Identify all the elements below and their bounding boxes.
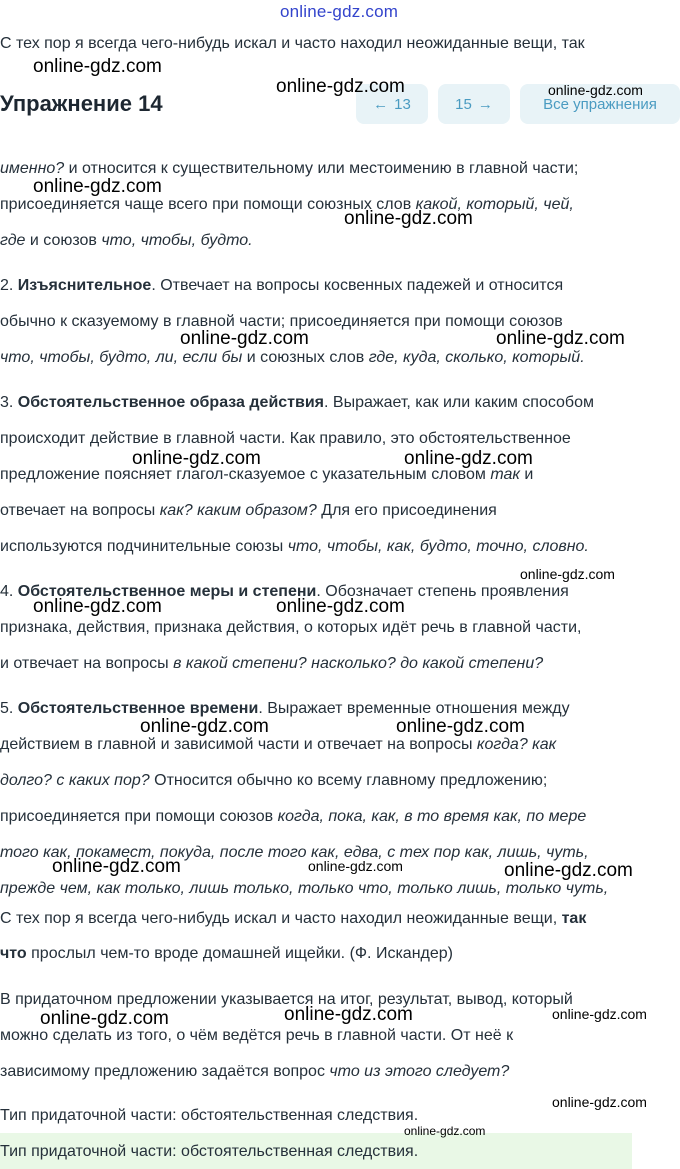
- paragraph-line: где и союзов что, чтобы, будто.: [0, 232, 253, 249]
- paragraph-line: долго? с каких пор? Относится обычно ко всему главному предложению;: [0, 772, 548, 789]
- watermark: online-gdz.com: [276, 76, 405, 97]
- watermark: online-gdz.com: [140, 716, 269, 737]
- paragraph-line: можно сделать из того, о чём ведётся речь в главной части. От неё к: [0, 1027, 514, 1044]
- watermark: online-gdz.com: [276, 596, 405, 617]
- watermark: online-gdz.com: [52, 856, 181, 877]
- paragraph-line: зависимому предложению задаётся вопрос что из этого следует?: [0, 1063, 510, 1080]
- watermark: online-gdz.com: [504, 860, 633, 881]
- watermark: online-gdz.com: [404, 1124, 486, 1138]
- paragraph-line: используются подчинительные союзы что, чтобы, как, будто, точно, словно.: [0, 538, 589, 555]
- watermark: online-gdz.com: [284, 1004, 413, 1025]
- watermark: online-gdz.com: [396, 716, 525, 737]
- subordinate-type-line: Тип придаточной части: обстоятельственная следствия.: [0, 1107, 419, 1124]
- paragraph-line: 2. Изъяснительное. Отвечает на вопросы косвенных падежей и относится: [0, 277, 564, 294]
- watermark: online-gdz.com: [496, 328, 625, 349]
- paragraph-line: В придаточном предложении указывается на итог, результат, вывод, который: [0, 991, 573, 1008]
- paragraph-line: 4. Обстоятельственное меры и степени. Обозначает степень проявления: [0, 583, 569, 600]
- cut-off-line: С тех пор я всегда чего-нибудь искал и часто находил неожиданные вещи, так: [0, 35, 585, 52]
- next-exercise-button[interactable]: [438, 84, 510, 124]
- paragraph-line: присоединяется при помощи союзов когда, пока, как, в то время как, по мере: [0, 808, 587, 825]
- watermark: online-gdz.com: [548, 82, 643, 98]
- watermark: online-gdz.com: [520, 566, 615, 582]
- paragraph-line: присоединяется чаще всего при помощи союзных слов какой, который, чей,: [0, 196, 574, 213]
- watermark: online-gdz.com: [552, 1006, 647, 1022]
- paragraph-line: обычно к сказуемому в главной части; присоединяется при помощи союзов: [0, 313, 563, 330]
- paragraph-line: прежде чем, как только, лишь только, только что, только лишь, только чуть,: [0, 880, 609, 897]
- watermark: online-gdz.com: [180, 328, 309, 349]
- prev-exercise-label: 13: [394, 95, 411, 113]
- watermark: online-gdz.com: [40, 1008, 169, 1029]
- paragraph-line: именно? и относится к существительному или местоимению в главной части;: [0, 160, 579, 177]
- watermark: online-gdz.com: [33, 596, 162, 617]
- arrow-left-icon: ←: [373, 95, 389, 113]
- paragraph-line: предложение поясняет глагол-сказуемое с указательным словом так и: [0, 466, 534, 483]
- arrow-right-icon: →: [477, 95, 493, 113]
- paragraph-line: 3. Обстоятельственное образа действия. Выражает, как или каким способом: [0, 394, 594, 411]
- example-line: С тех пор я всегда чего-нибудь искал и часто находил неожиданные вещи, так: [0, 910, 587, 927]
- answer-line: Тип придаточной части: обстоятельственная следствия.: [0, 1143, 419, 1160]
- paragraph-line: того как, покамест, покуда, после того как, едва, с тех пор как, лишь, чуть,: [0, 844, 589, 861]
- example-line: что прослыл чем-то вроде домашней ищейки. (Ф. Искандер): [0, 945, 453, 962]
- watermark: online-gdz.com: [132, 448, 261, 469]
- next-exercise-label: 15: [455, 95, 472, 113]
- paragraph-line: действием в главной и зависимой части и отвечает на вопросы когда? как: [0, 736, 557, 753]
- watermark: online-gdz.com: [33, 56, 162, 77]
- watermark: online-gdz.com: [404, 448, 533, 469]
- watermark: online-gdz.com: [33, 176, 162, 197]
- page-title: Упражнение 14: [0, 91, 163, 116]
- watermark: online-gdz.com: [552, 1094, 647, 1110]
- paragraph-line: отвечает на вопросы как? каким образом? Для его присоединения: [0, 502, 497, 519]
- watermark: online-gdz.com: [308, 858, 403, 874]
- top-watermark: online-gdz.com: [280, 2, 399, 21]
- paragraph-line: признака, действия, признака действия, о которых идёт речь в главной части,: [0, 619, 582, 636]
- all-exercises-label: Все упражнения: [543, 95, 657, 113]
- watermark: online-gdz.com: [344, 208, 473, 229]
- paragraph-line: 5. Обстоятельственное времени. Выражает временные отношения между: [0, 700, 570, 717]
- paragraph-line: что, чтобы, будто, ли, если бы и союзных слов где, куда, сколько, который.: [0, 349, 585, 366]
- paragraph-line: и отвечает на вопросы в какой степени? насколько? до какой степени?: [0, 655, 544, 672]
- paragraph-line: происходит действие в главной части. Как правило, это обстоятельственное: [0, 430, 571, 447]
